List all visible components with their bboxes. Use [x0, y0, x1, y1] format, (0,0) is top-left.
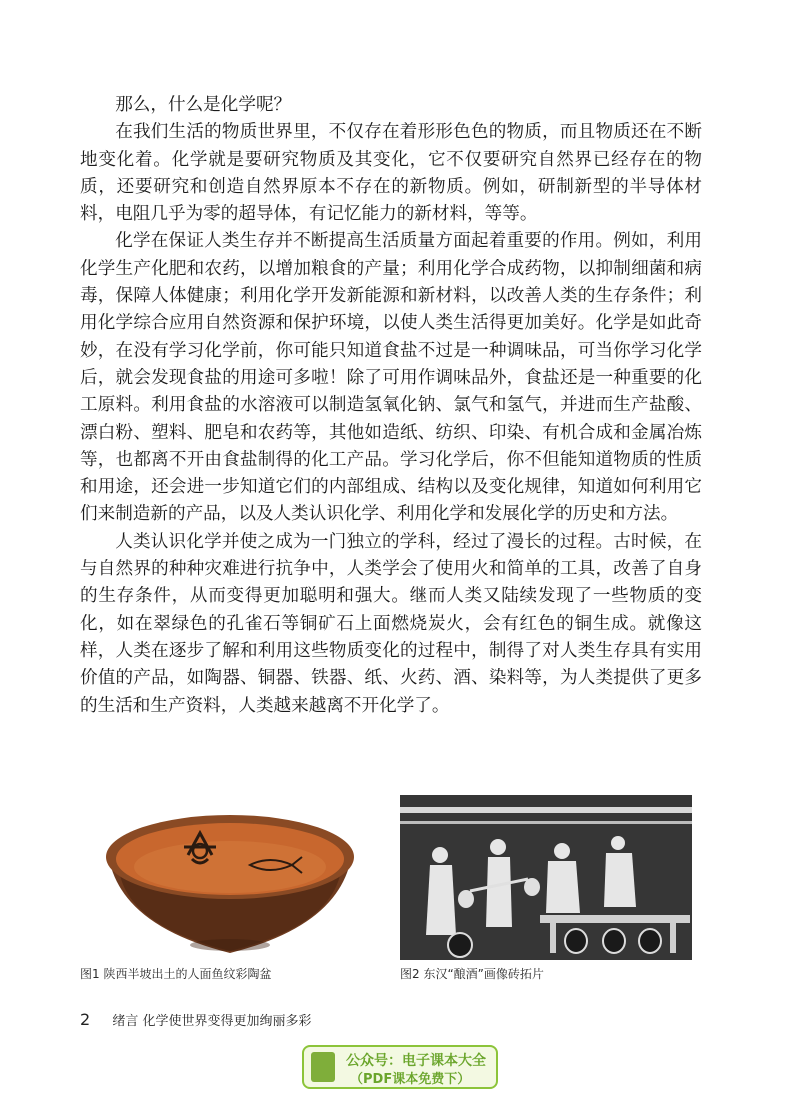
paragraph: 在我们生活的物质世界里，不仅存在着形形色色的物质，而且物质还在不断地变化着。化学就是要研究物质及其变化，它不仅要研究自然界已经存在的物质，还要研究和创造自然界原本不存在的新物质。例如，研制新型的半导体材料，电阻几乎为零的超导体，有记忆能力的新材料，等等。 — [80, 122, 702, 225]
watermark-badge — [302, 1045, 498, 1089]
watermark-line1: 公众号：电子课本大全 — [346, 1053, 486, 1069]
paragraph: 那么，什么是化学呢？ — [115, 95, 292, 115]
figures-row — [80, 795, 692, 985]
body-text — [80, 92, 702, 720]
page-footer — [80, 1010, 311, 1029]
page-number: 2 — [80, 1010, 91, 1029]
pottery-basin-image — [80, 795, 380, 960]
pottery-basin-icon — [80, 795, 380, 960]
brick-rubbing-icon — [400, 795, 692, 960]
paragraph: 人类认识化学并使之成为一门独立的学科，经过了漫长的过程。古时候，在与自然界的种种灾难进行抗争中，人类学会了使用火和简单的工具，改善了自身的生存条件，从而变得更加聪明和强大。继而人类又陆续发现了一些物质的变化，如在翠绿色的孔雀石等铜矿石上面燃烧炭火，会有红色的铜生成。就像这样，人类在逐步了解和利用这些物质变化的过程中，制得了对人类生存具有实用价值的产品，如陶器、铜器、铁器、纸、火药、酒、染料等，为人类提供了更多的生活和生产资料，人类越来越离不开化学了。 — [80, 531, 702, 716]
figure-2 — [400, 795, 692, 981]
paragraph: 化学在保证人类生存并不断提高生活质量方面起着重要的作用。例如，利用化学生产化肥和农药，以增加粮食的产量；利用化学合成药物，以抑制细菌和病毒，保障人体健康；利用化学开发新能源和新材料，以改善人类的生存条件；利用化学综合应用自然资源和保护环境，以使人类生活得更加美好。化学是如此奇妙，在没有学习化学前，你可能只知道食盐不过是一种调味品，可当你学习化学后，就会发现食盐的用途可多啦！除了可用作调味品外，食盐还是一种重要的化工原料。利用食盐的水溶液可以制造氢氧化钠、氯气和氢气，并进而生产盐酸、漂白粉、塑料、肥皂和农药等，其他如造纸、纺织、印染、有机合成和金属冶炼等，也都离不开由食盐制得的化工产品。学习化学后，你不但能知道物质的性质和用途，还会进一步知道它们的内部组成、结构以及变化规律，知道如何利用它们来制造新的产品，以及人类认识化学、利用化学和发展化学的历史和方法。 — [80, 231, 702, 525]
book-icon — [311, 1052, 335, 1082]
chapter-title: 绪言 化学使世界变得更加绚丽多彩 — [112, 1014, 312, 1029]
figure-caption: 图2 东汉“酿酒”画像砖拓片 — [400, 967, 544, 981]
brick-rubbing-image — [400, 795, 692, 960]
figure-1 — [80, 795, 380, 981]
watermark-line2: （PDF课本免费下） — [350, 1072, 471, 1087]
figure-caption: 图1 陕西半坡出土的人面鱼纹彩陶盆 — [80, 967, 272, 981]
